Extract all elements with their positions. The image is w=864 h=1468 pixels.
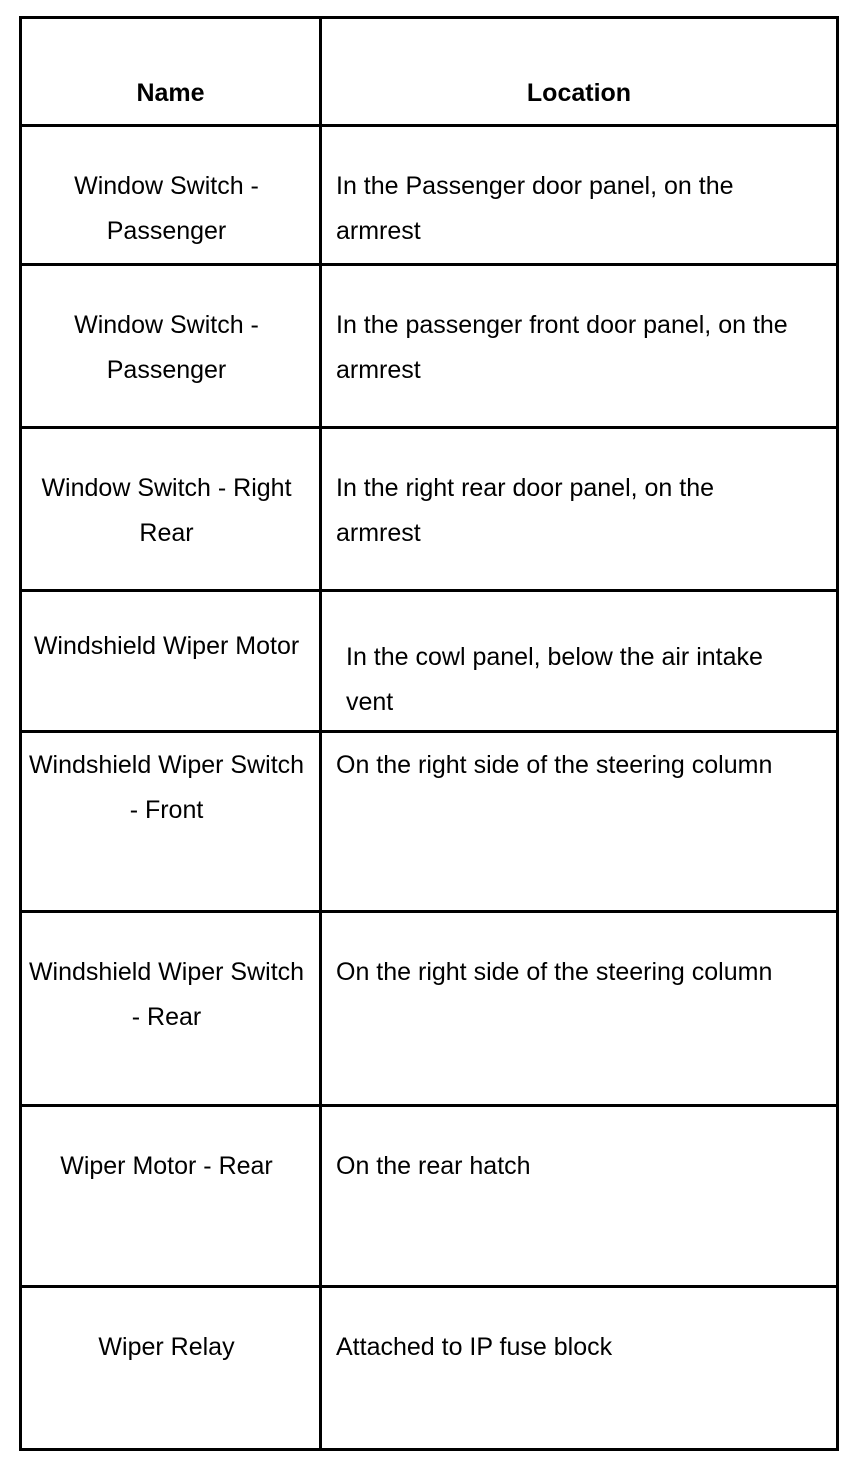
table-header-row bbox=[21, 18, 838, 126]
component-location: In the passenger front door panel, on the armrest bbox=[321, 265, 838, 428]
component-location: In the right rear door panel, on the armrest bbox=[321, 428, 838, 591]
component-location: On the rear hatch bbox=[321, 1106, 838, 1287]
header-location: Location bbox=[321, 18, 838, 126]
component-name: Window Switch - Passenger bbox=[21, 126, 321, 265]
component-name: Wiper Relay bbox=[21, 1287, 321, 1450]
table-row bbox=[21, 732, 838, 912]
table-row bbox=[21, 591, 838, 732]
component-name: Window Switch - Right Rear bbox=[21, 428, 321, 591]
table-row bbox=[21, 265, 838, 428]
header-name: Name bbox=[21, 18, 321, 126]
component-location: On the right side of the steering column bbox=[321, 912, 838, 1106]
component-name: Wiper Motor - Rear bbox=[21, 1106, 321, 1287]
table-row bbox=[21, 912, 838, 1106]
component-name: Windshield Wiper Switch - Rear bbox=[21, 912, 321, 1106]
table-row bbox=[21, 126, 838, 265]
component-location: In the Passenger door panel, on the armrest bbox=[321, 126, 838, 265]
table-row bbox=[21, 428, 838, 591]
component-location-table bbox=[19, 16, 839, 1451]
component-location: In the cowl panel, below the air intake vent bbox=[321, 591, 838, 732]
component-name: Windshield Wiper Motor bbox=[21, 591, 321, 732]
table-row bbox=[21, 1287, 838, 1450]
component-name: Window Switch - Passenger bbox=[21, 265, 321, 428]
component-name: Windshield Wiper Switch - Front bbox=[21, 732, 321, 912]
component-location: On the right side of the steering column bbox=[321, 732, 838, 912]
component-location: Attached to IP fuse block bbox=[321, 1287, 838, 1450]
table-row bbox=[21, 1106, 838, 1287]
